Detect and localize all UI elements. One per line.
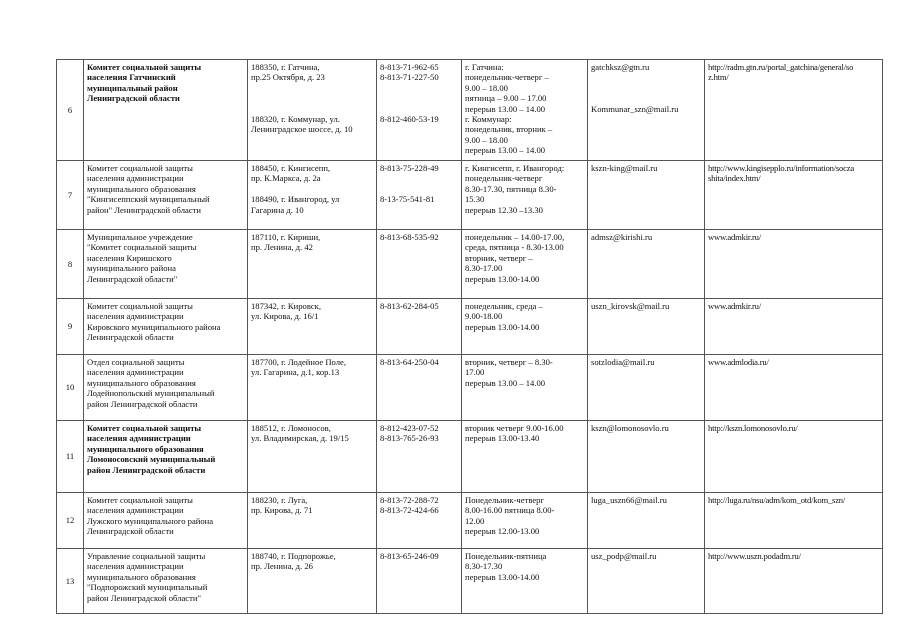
email[interactable]: uszn_kirovsk@mail.ru <box>588 299 705 355</box>
table-body <box>57 60 883 614</box>
website[interactable]: www.admlodia.ru/ <box>705 355 883 421</box>
address: 188512, г. Ломоносов, ул. Владимирская, д. 19/15 <box>248 421 377 493</box>
organization-name: Отдел социальной защиты населения администрации муниципального образования Лодейнопольский муниципальный район Ленинградской области <box>84 355 248 421</box>
email[interactable]: gatchksz@gtn.ru Kommunar_szn@mail.ru <box>588 60 705 161</box>
phone-numbers: 8-813-72-288-72 8-813-72-424-66 <box>377 493 462 549</box>
organization-name: Комитет социальной защиты населения Гатчинский муниципальный район Ленинградской области <box>84 60 248 161</box>
table-row <box>57 493 883 549</box>
address: 187342, г. Кировск, ул. Кирова, д. 16/1 <box>248 299 377 355</box>
table-row <box>57 60 883 161</box>
row-number: 13 <box>57 549 84 614</box>
website[interactable]: http://radm.gtn.ru/portal_gatchina/general/so z.htm/ <box>705 60 883 161</box>
website[interactable]: http://luga.ru/nsu/adm/kom_otd/kom_szn/ <box>705 493 883 549</box>
email[interactable]: sotzlodia@mail.ru <box>588 355 705 421</box>
row-number: 7 <box>57 161 84 230</box>
contacts-table <box>56 59 883 614</box>
phone-numbers: 8-813-62-284-05 <box>377 299 462 355</box>
table-row <box>57 355 883 421</box>
website[interactable]: www.admkir.ru/ <box>705 299 883 355</box>
table-row <box>57 421 883 493</box>
email[interactable]: kszn-king@mail.ru <box>588 161 705 230</box>
website[interactable]: http://www.uszn.podadm.ru/ <box>705 549 883 614</box>
address: 187700, г. Лодейное Поле, ул. Гагарина, д.1, кор.13 <box>248 355 377 421</box>
organization-name: Комитет социальной защиты населения администрации Лужского муниципального района Ленинградской области <box>84 493 248 549</box>
phone-numbers: 8-813-64-250-04 <box>377 355 462 421</box>
organization-name: Комитет социальной защиты населения администрации муниципального образования "Кингисеппский муниципальный район" Ленинградской области <box>84 161 248 230</box>
table-row <box>57 161 883 230</box>
row-number: 10 <box>57 355 84 421</box>
website[interactable]: http://kszn.lomonosovlo.ru/ <box>705 421 883 493</box>
phone-numbers: 8-813-71-962-65 8-813-71-227-50 8-812-460-53-19 <box>377 60 462 161</box>
address: 188230, г. Луга, пр. Кирова, д. 71 <box>248 493 377 549</box>
phone-numbers: 8-813-65-246-09 <box>377 549 462 614</box>
email[interactable]: usz_podp@mail.ru <box>588 549 705 614</box>
email[interactable]: admsz@kirishi.ru <box>588 230 705 299</box>
organization-name: Комитет социальной защиты населения администрации муниципального образования Ломоносовский муниципальный район Ленинградской области <box>84 421 248 493</box>
address: 188740, г. Подпорожье, пр. Ленина, д. 26 <box>248 549 377 614</box>
organization-name: Комитет социальной защиты населения администрации Кировского муниципального района Ленинградской области <box>84 299 248 355</box>
organization-name: Муниципальное учреждение "Комитет социальной защиты населения Киришского муниципального района Ленинградской области" <box>84 230 248 299</box>
organization-name: Управление социальной защиты населения администрации муниципального образования "Подпорожский муниципальный район Ленинградской области" <box>84 549 248 614</box>
working-hours: вторник четверг 9.00-16.00 перерыв 13.00-13.40 <box>462 421 588 493</box>
row-number: 6 <box>57 60 84 161</box>
working-hours: вторник, четверг – 8.30- 17.00 перерыв 13.00 – 14.00 <box>462 355 588 421</box>
row-number: 12 <box>57 493 84 549</box>
email[interactable]: luga_uszn66@mail.ru <box>588 493 705 549</box>
working-hours: Понедельник-пятница 8.30-17.30 перерыв 13.00-14.00 <box>462 549 588 614</box>
working-hours: понедельник – 14.00-17.00, среда, пятница - 8.30-13.00 вторник, четверг – 8.30-17.00 перерыв 13.00-14.00 <box>462 230 588 299</box>
row-number: 9 <box>57 299 84 355</box>
table-row <box>57 299 883 355</box>
phone-numbers: 8-813-68-535-92 <box>377 230 462 299</box>
working-hours: г. Гатчина: понедельник-четверг – 9.00 – 18.00 пятница – 9.00 – 17.00 перерыв 13.00 – 14.00 г. Коммунар: понедельник, вторник – 9.00 – 18.00 перерыв 13.00 – 14.00 <box>462 60 588 161</box>
working-hours: г. Кингисепп, г. Ивангород: понедельник-четверг 8.30-17.30, пятница 8.30- 15.30 перерыв 12.30 –13.30 <box>462 161 588 230</box>
address: 188350, г. Гатчина, пр.25 Октября, д. 23 188320, г. Коммунар, ул. Ленинградское шоссе, д. 10 <box>248 60 377 161</box>
address: 188450, г. Кингисепп, пр. К.Маркса, д. 2а 188490, г. Ивангород, ул Гагарина д. 10 <box>248 161 377 230</box>
website[interactable]: http://www.kingisepplo.ru/information/soczа shita/index.htm/ <box>705 161 883 230</box>
phone-numbers: 8-813-75-228-49 8-13-75-541-81 <box>377 161 462 230</box>
phone-numbers: 8-812-423-07-52 8-813-765-26-93 <box>377 421 462 493</box>
row-number: 11 <box>57 421 84 493</box>
table-row <box>57 549 883 614</box>
working-hours: Понедельник-четверг 8.00-16.00 пятница 8.00- 12.00 перерыв 12.00-13.00 <box>462 493 588 549</box>
working-hours: понедельник, среда – 9.00-18.00 перерыв 13.00-14.00 <box>462 299 588 355</box>
row-number: 8 <box>57 230 84 299</box>
address: 187110, г. Кириши, пр. Ленина, д. 42 <box>248 230 377 299</box>
table-row <box>57 230 883 299</box>
website[interactable]: www.admkir.ru/ <box>705 230 883 299</box>
email[interactable]: kszn@lomonosovlo.ru <box>588 421 705 493</box>
